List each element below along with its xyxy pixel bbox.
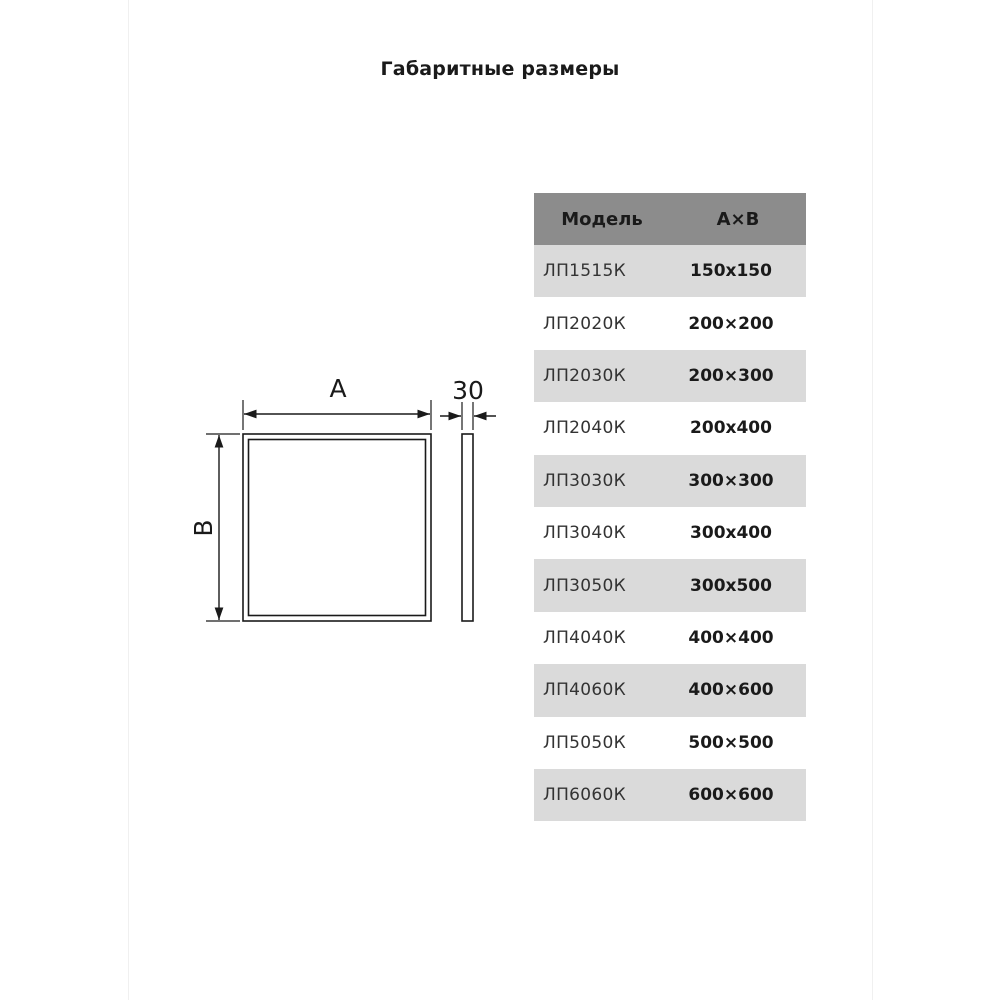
right-margin-line [872, 0, 873, 1000]
table-row [534, 297, 806, 349]
panel-inner-frame [249, 440, 426, 616]
size-cell: 200×300 [670, 350, 806, 402]
panel-outer-frame [243, 434, 431, 621]
model-cell: ЛП3040К [543, 523, 626, 544]
size-cell: 150x150 [670, 245, 806, 297]
dimension-diagram [0, 0, 520, 700]
model-cell: ЛП2020К [543, 313, 626, 334]
table-row [534, 402, 806, 454]
header-size: A×B [670, 193, 806, 245]
size-cell: 200×200 [688, 313, 774, 334]
model-cell: ЛП3030К [534, 455, 670, 507]
model-cell: ЛП4060К [534, 664, 670, 716]
table-row [534, 769, 806, 821]
table-row [534, 559, 806, 611]
size-cell: 200x400 [690, 418, 772, 439]
table-row [534, 717, 806, 769]
model-cell: ЛП6060К [534, 769, 670, 821]
size-cell: 400×600 [670, 664, 806, 716]
panel-side-view [462, 434, 473, 621]
table-row [534, 455, 806, 507]
table-row [534, 507, 806, 559]
size-cell: 500×500 [688, 732, 774, 753]
table-row [534, 612, 806, 664]
table-row [534, 350, 806, 402]
dimensions-table [534, 193, 806, 821]
model-cell: ЛП1515К [534, 245, 670, 297]
model-cell: ЛП4040К [543, 627, 626, 648]
size-cell: 600×600 [670, 769, 806, 821]
size-cell: 300x500 [670, 559, 806, 611]
table-row [534, 664, 806, 716]
table-header-row [534, 193, 806, 245]
model-cell: ЛП5050К [543, 732, 626, 753]
size-cell: 400×400 [688, 627, 774, 648]
dim-a-label: A [329, 374, 347, 403]
size-cell: 300x400 [690, 523, 772, 544]
model-cell: ЛП2030К [534, 350, 670, 402]
size-cell: 300×300 [670, 455, 806, 507]
model-cell: ЛП3050К [534, 559, 670, 611]
table-row [534, 245, 806, 297]
dim-b-label: B [189, 519, 218, 537]
model-cell: ЛП2040К [543, 418, 626, 439]
page-title: Габаритные размеры [380, 58, 620, 80]
header-model: Модель [534, 193, 670, 245]
dim-depth-label: 30 [452, 376, 484, 405]
